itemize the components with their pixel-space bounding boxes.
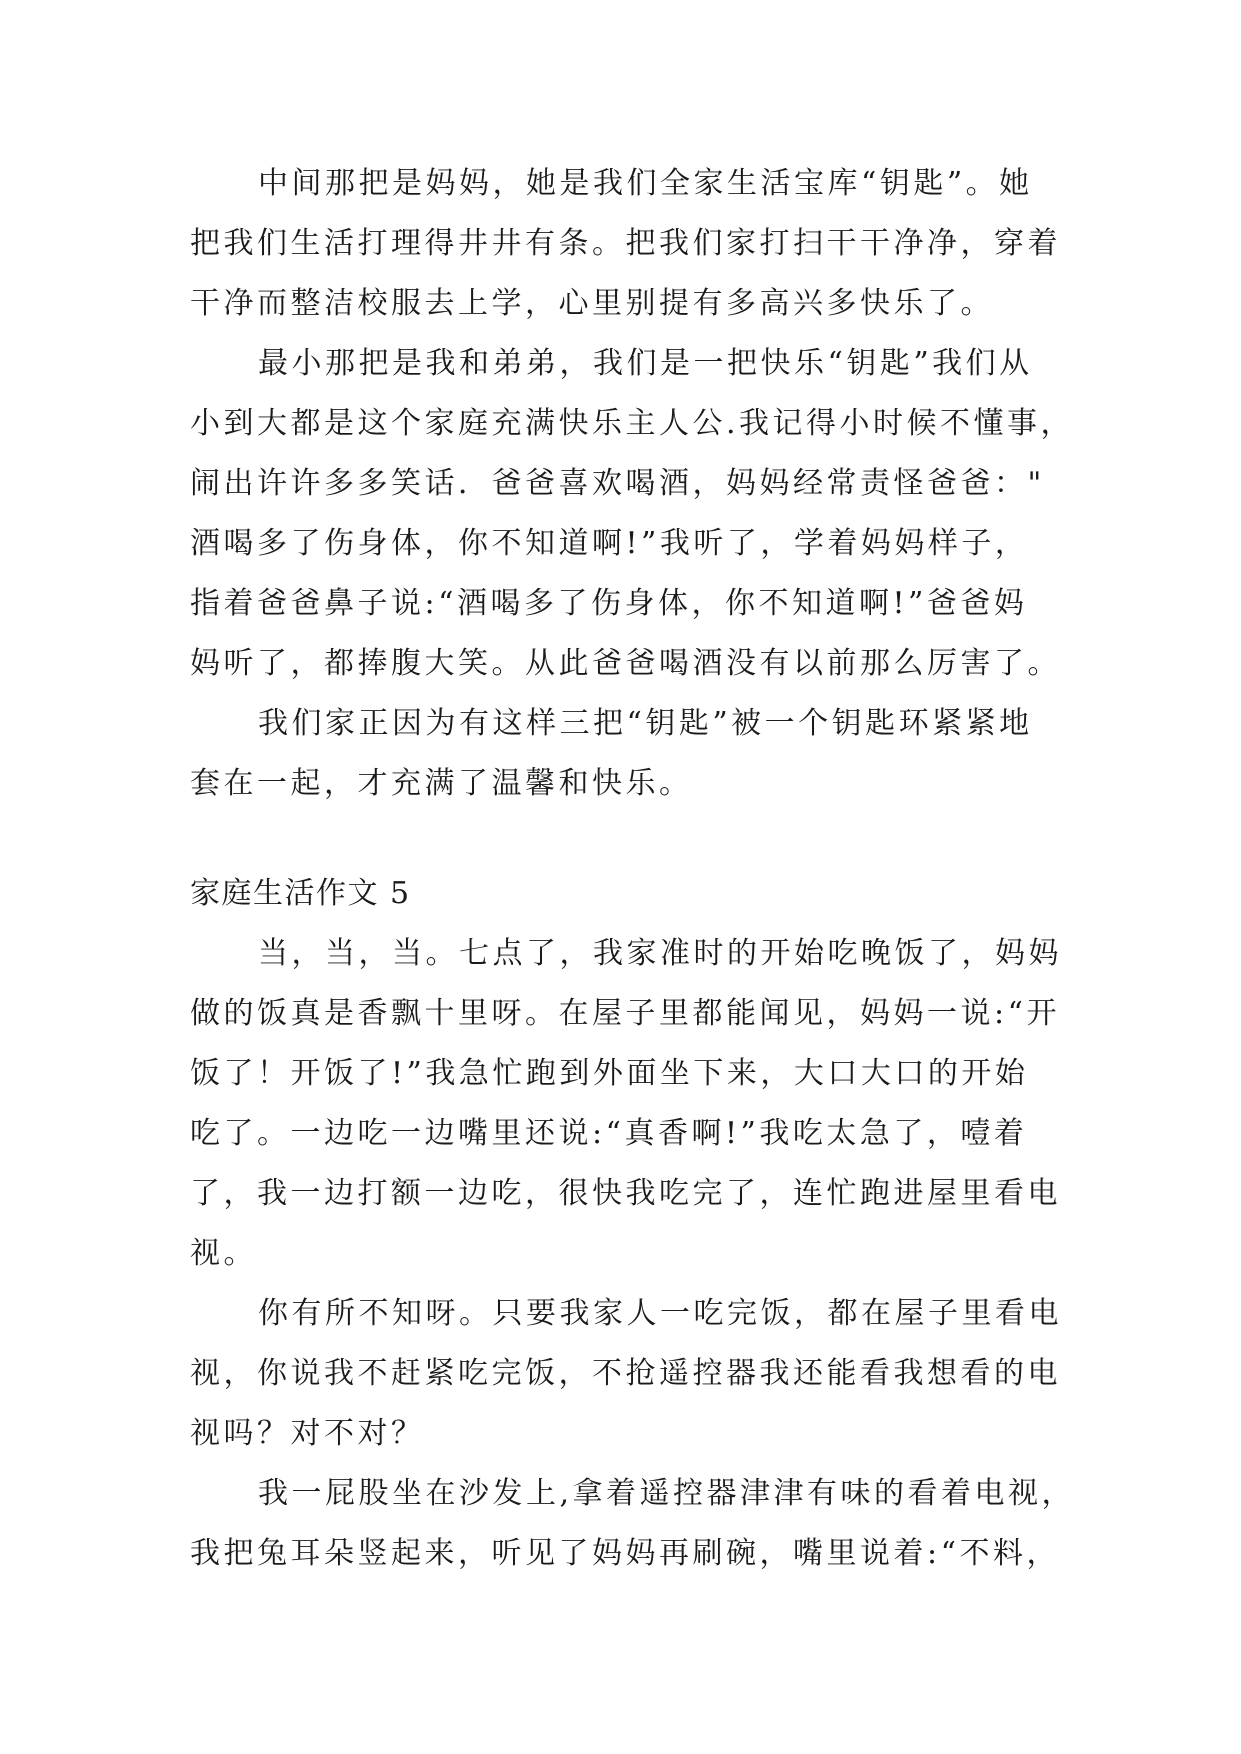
paragraph-line: 妈听了，都捧腹大笑。从此爸爸喝酒没有以前那么厉害了。 — [190, 646, 1061, 681]
section-heading: 家庭生活作文 5 — [190, 876, 411, 911]
paragraph-line: 中间那把是妈妈，她是我们全家生活宝库“钥匙”。她 — [258, 166, 1033, 201]
paragraph-line: 小到大都是这个家庭充满快乐主人公.我记得小时候不懂事， — [190, 406, 1075, 441]
paragraph-line: 视，你说我不赶紧吃完饭，不抢遥控器我还能看我想看的电 — [190, 1356, 1061, 1391]
paragraph-line: 我一屁股坐在沙发上,拿着遥控器津津有味的看着电视， — [258, 1476, 1076, 1511]
paragraph-line: 你有所不知呀。只要我家人一吃完饭，都在屋子里看电 — [258, 1296, 1062, 1331]
paragraph-line: 我把兔耳朵竖起来，听见了妈妈再刷碗，嘴里说着:“不料， — [190, 1536, 1060, 1571]
paragraph-line: 套在一起，才充满了温馨和快乐。 — [190, 766, 693, 801]
paragraph-line: 把我们生活打理得井井有条。把我们家打扫干干净净，穿着 — [190, 226, 1061, 261]
paragraph-line: 视。 — [190, 1236, 257, 1271]
paragraph-line: 吃了。一边吃一边嘴里还说:“真香啊!”我吃太急了，噎着 — [190, 1116, 1028, 1151]
paragraph-line: 视吗？对不对？ — [190, 1416, 425, 1451]
paragraph-line: 最小那把是我和弟弟，我们是一把快乐“钥匙”我们从 — [258, 346, 1033, 381]
paragraph-line: 我们家正因为有这样三把“钥匙”被一个钥匙环紧紧地 — [258, 706, 1033, 741]
paragraph-line: 酒喝多了伤身体，你不知道啊!”我听了，学着妈妈样子， — [190, 526, 1029, 561]
paragraph-line: 闹出许许多多笑话．爸爸喜欢喝酒，妈妈经常责怪爸爸：" — [190, 466, 1045, 501]
paragraph-line: 做的饭真是香飘十里呀。在屋子里都能闻见，妈妈一说:“开 — [190, 996, 1060, 1031]
paragraph-line: 指着爸爸鼻子说:“酒喝多了伤身体，你不知道啊!”爸爸妈 — [190, 586, 1028, 621]
paragraph-line: 干净而整洁校服去上学，心里别提有多高兴多快乐了。 — [190, 286, 994, 321]
paragraph-line: 当，当，当。七点了，我家准时的开始吃晚饭了，妈妈 — [258, 936, 1062, 971]
paragraph-line: 了，我一边打额一边吃，很快我吃完了，连忙跑进屋里看电 — [190, 1176, 1061, 1211]
paragraph-line: 饭了！开饭了!”我急忙跑到外面坐下来，大口大口的开始 — [190, 1056, 1029, 1091]
